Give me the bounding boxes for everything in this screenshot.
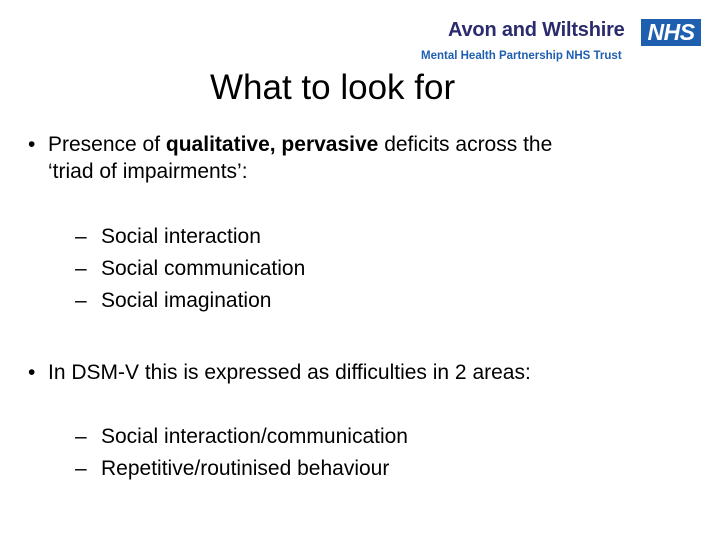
logo-trust-name: Mental Health Partnership NHS Trust <box>421 50 622 62</box>
subitem-marker: – <box>75 225 87 248</box>
nhs-badge: NHS <box>641 19 701 46</box>
subitem-interaction-communication <box>75 422 408 452</box>
subitem-text: Repetitive/routinised behaviour <box>101 457 390 480</box>
subitem-social-imagination <box>75 286 271 316</box>
bullet-marker: • <box>28 361 36 384</box>
subitem-social-interaction <box>75 222 261 252</box>
logo-org-name: Avon and Wiltshire <box>448 19 625 41</box>
bullet-text-post: deficits across the <box>378 133 553 156</box>
subitem-repetitive-behaviour <box>75 454 389 484</box>
bullet-text: In DSM-V this is expressed as difficulties in 2 areas: <box>48 361 531 384</box>
subitem-text: Social imagination <box>101 289 272 312</box>
bullet-line-2: ‘triad of impairments’: <box>48 160 248 183</box>
trust-logo <box>418 16 704 66</box>
subitem-text: Social interaction/communication <box>101 425 408 448</box>
slide-title: What to look for <box>210 68 456 107</box>
bullet-dsm-v <box>28 359 698 389</box>
bullet-text-pre: Presence of <box>48 133 166 156</box>
subitem-marker: – <box>75 457 87 480</box>
bullet-text-bold: qualitative, pervasive <box>165 133 379 156</box>
subitem-marker: – <box>75 289 87 312</box>
subitem-text: Social communication <box>101 257 306 280</box>
subitem-social-communication <box>75 254 305 284</box>
bullet-marker: • <box>28 133 36 156</box>
subitem-text: Social interaction <box>101 225 261 248</box>
bullet-text <box>48 131 552 185</box>
subitem-marker: – <box>75 425 87 448</box>
bullet-triad <box>28 131 698 191</box>
bullet-line-1 <box>48 131 552 158</box>
subitem-marker: – <box>75 257 87 280</box>
